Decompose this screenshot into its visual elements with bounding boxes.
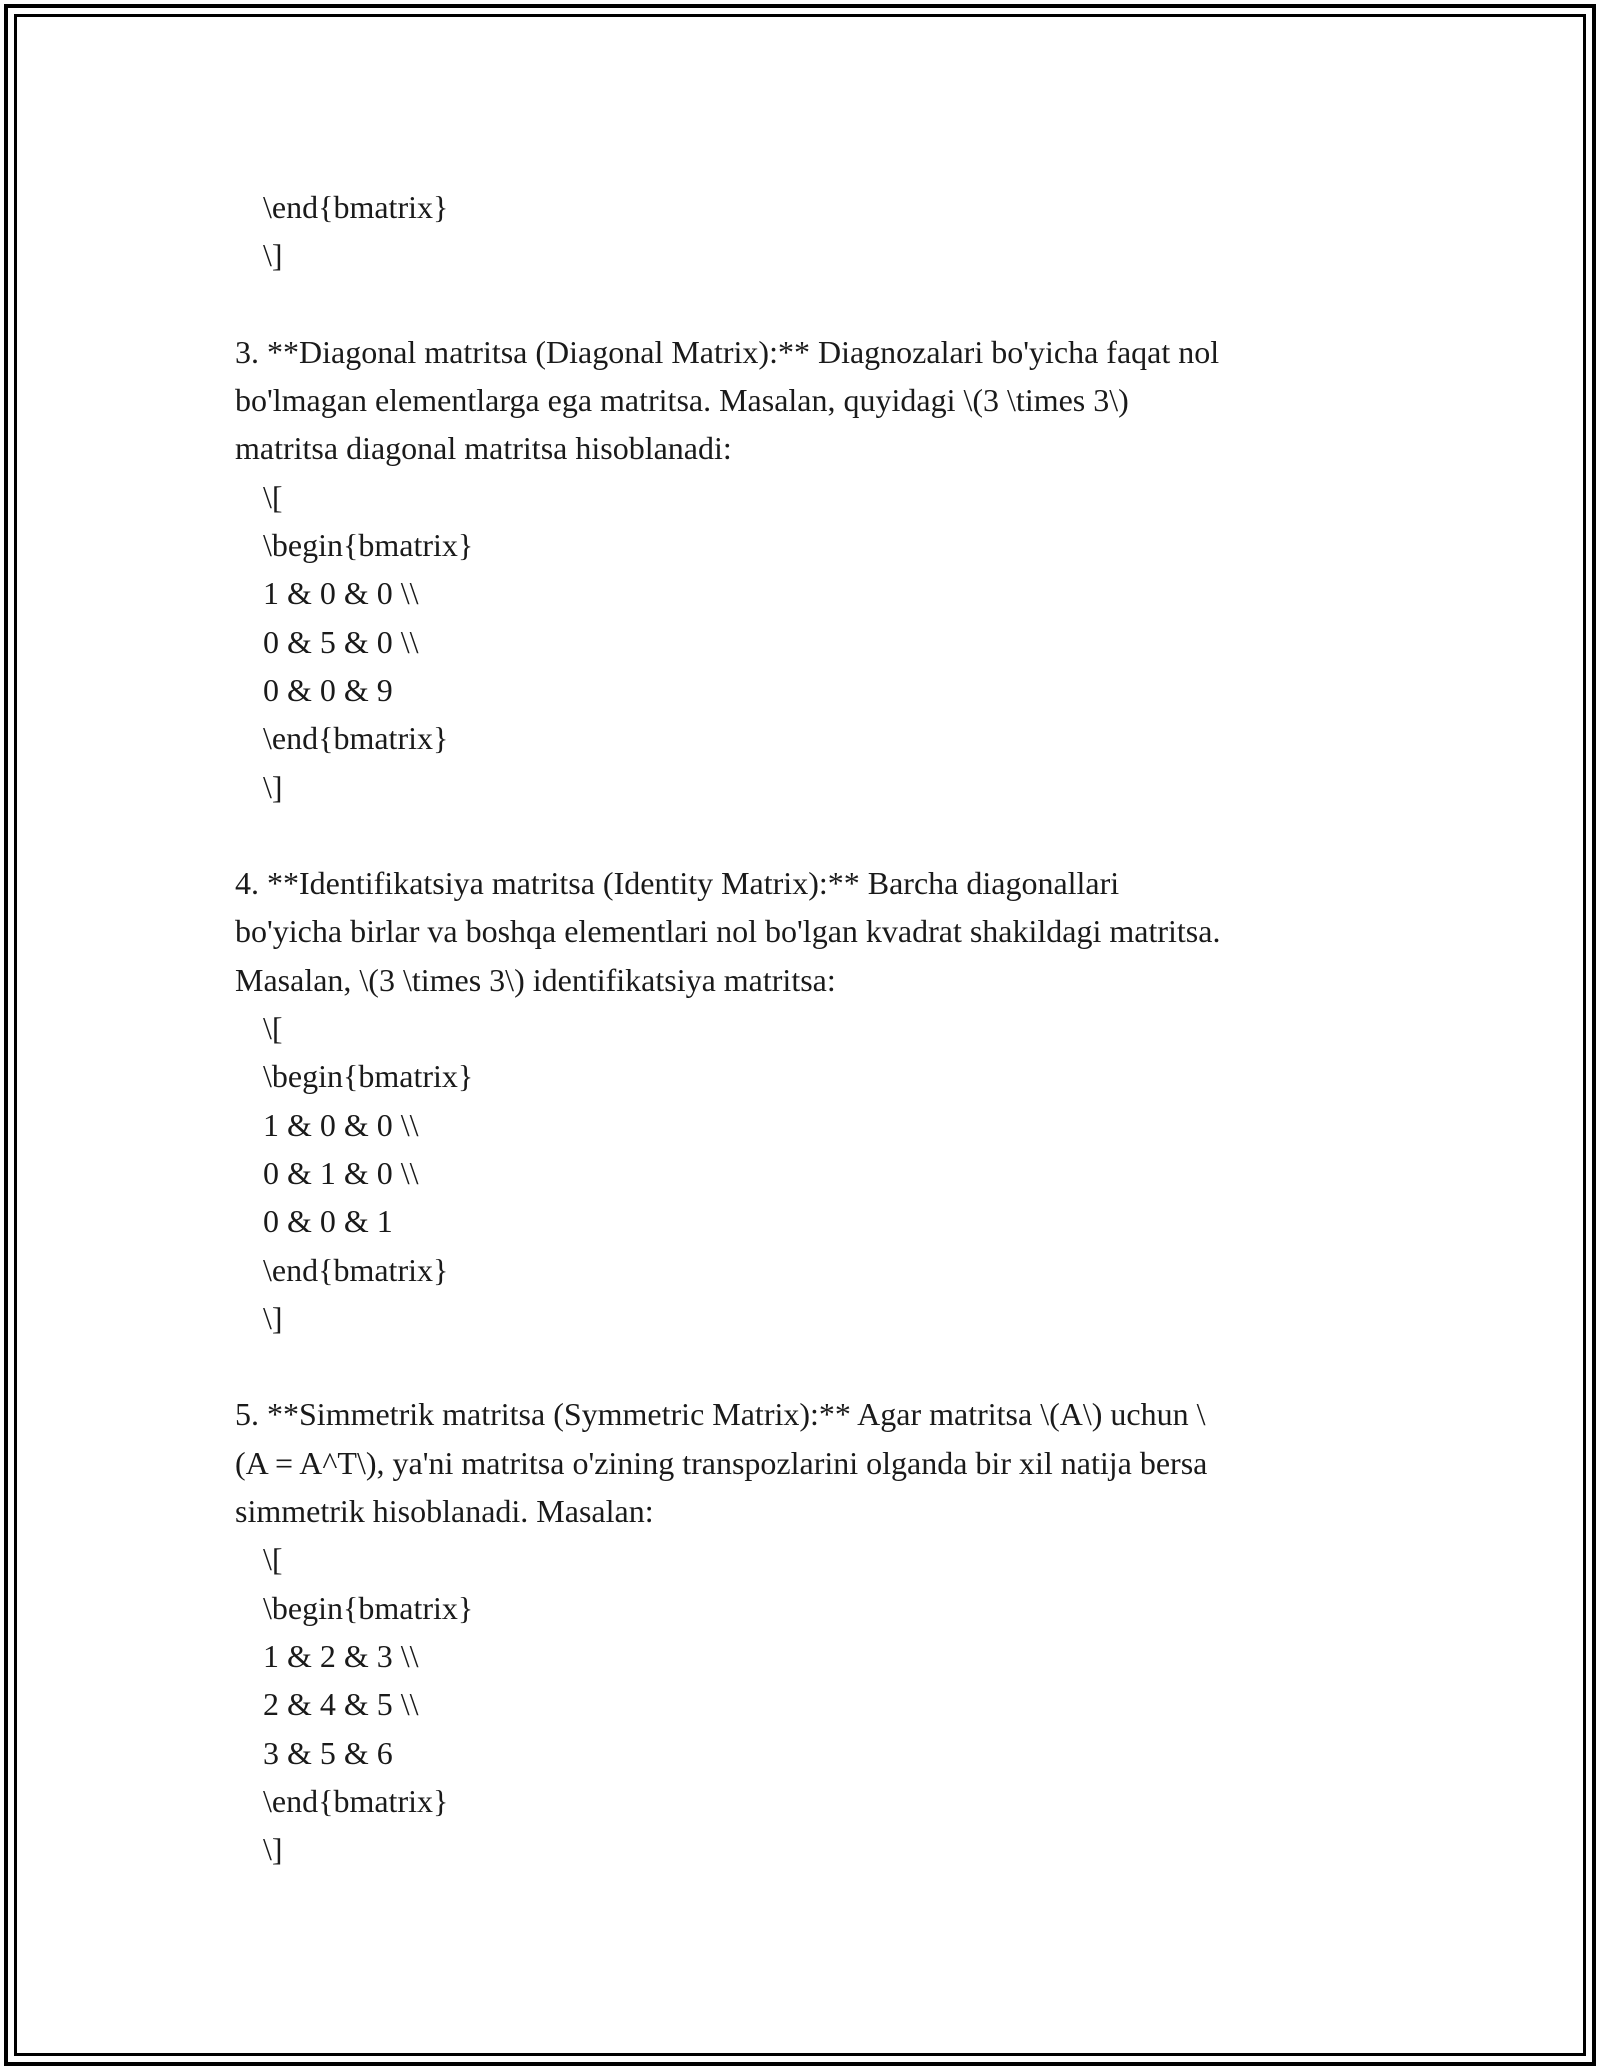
code-line: \[ — [263, 478, 283, 515]
code-line: 1 & 2 & 3 \\ — [263, 1637, 419, 1674]
code-line: 1 & 0 & 0 \\ — [263, 1106, 419, 1143]
document-body — [235, 183, 1380, 1873]
code-line: \begin{bmatrix} — [263, 527, 474, 564]
code-line: \] — [263, 1831, 283, 1868]
code-line: 1 & 0 & 0 \\ — [263, 575, 419, 612]
code-line: \end{bmatrix} — [263, 720, 449, 757]
code-line: \begin{bmatrix} — [263, 1589, 474, 1626]
code-line: \begin{bmatrix} — [263, 1058, 474, 1095]
code-line: \[ — [263, 1010, 283, 1047]
code-line: \] — [263, 1299, 283, 1336]
section-diagonal-matrix — [235, 328, 1380, 811]
paragraph-gap — [235, 1342, 1380, 1390]
code-line: 0 & 0 & 1 — [263, 1203, 393, 1240]
code-line: 2 & 4 & 5 \\ — [263, 1686, 419, 1723]
paragraph-line: 5. **Simmetrik matritsa (Symmetric Matrix):** Agar matritsa \(A\) uchun \ — [235, 1396, 1206, 1433]
paragraph-line: simmetrik hisoblanadi. Masalan: — [235, 1493, 654, 1530]
paragraph-line: bo'yicha birlar va boshqa elementlari nol bo'lgan kvadrat shakildagi matritsa. — [235, 913, 1221, 950]
code-line: 0 & 0 & 9 — [263, 671, 393, 708]
code-line: \] — [263, 237, 283, 274]
paragraph-line: (A = A^T\), ya'ni matritsa o'zining transpozlarini olganda bir xil natija bersa — [235, 1444, 1208, 1481]
paragraph-line: Masalan, \(3 \times 3\) identifikatsiya matritsa: — [235, 961, 836, 998]
code-line: 0 & 5 & 0 \\ — [263, 623, 419, 660]
paragraph-gap — [235, 811, 1380, 859]
code-line: \[ — [263, 1541, 283, 1578]
code-line: \end{bmatrix} — [263, 1782, 449, 1819]
code-line: \] — [263, 768, 283, 805]
code-line: 3 & 5 & 6 — [263, 1734, 393, 1771]
paragraph-gap — [235, 280, 1380, 328]
section-symmetric-matrix — [235, 1390, 1380, 1873]
paragraph-line: matritsa diagonal matritsa hisoblanadi: — [235, 430, 732, 467]
section-identity-matrix — [235, 859, 1380, 1342]
code-line: \end{bmatrix} — [263, 1251, 449, 1288]
code-line: \end{bmatrix} — [263, 189, 449, 225]
paragraph-line: 4. **Identifikatsiya matritsa (Identity Matrix):** Barcha diagonallari — [235, 865, 1120, 902]
paragraph-line: bo'lmagan elementlarga ega matritsa. Masalan, quyidagi \(3 \times 3\) — [235, 382, 1129, 419]
code-line: 0 & 1 & 0 \\ — [263, 1154, 419, 1191]
paragraph-line: 3. **Diagonal matritsa (Diagonal Matrix):** Diagnozalari bo'yicha faqat nol — [235, 333, 1220, 370]
